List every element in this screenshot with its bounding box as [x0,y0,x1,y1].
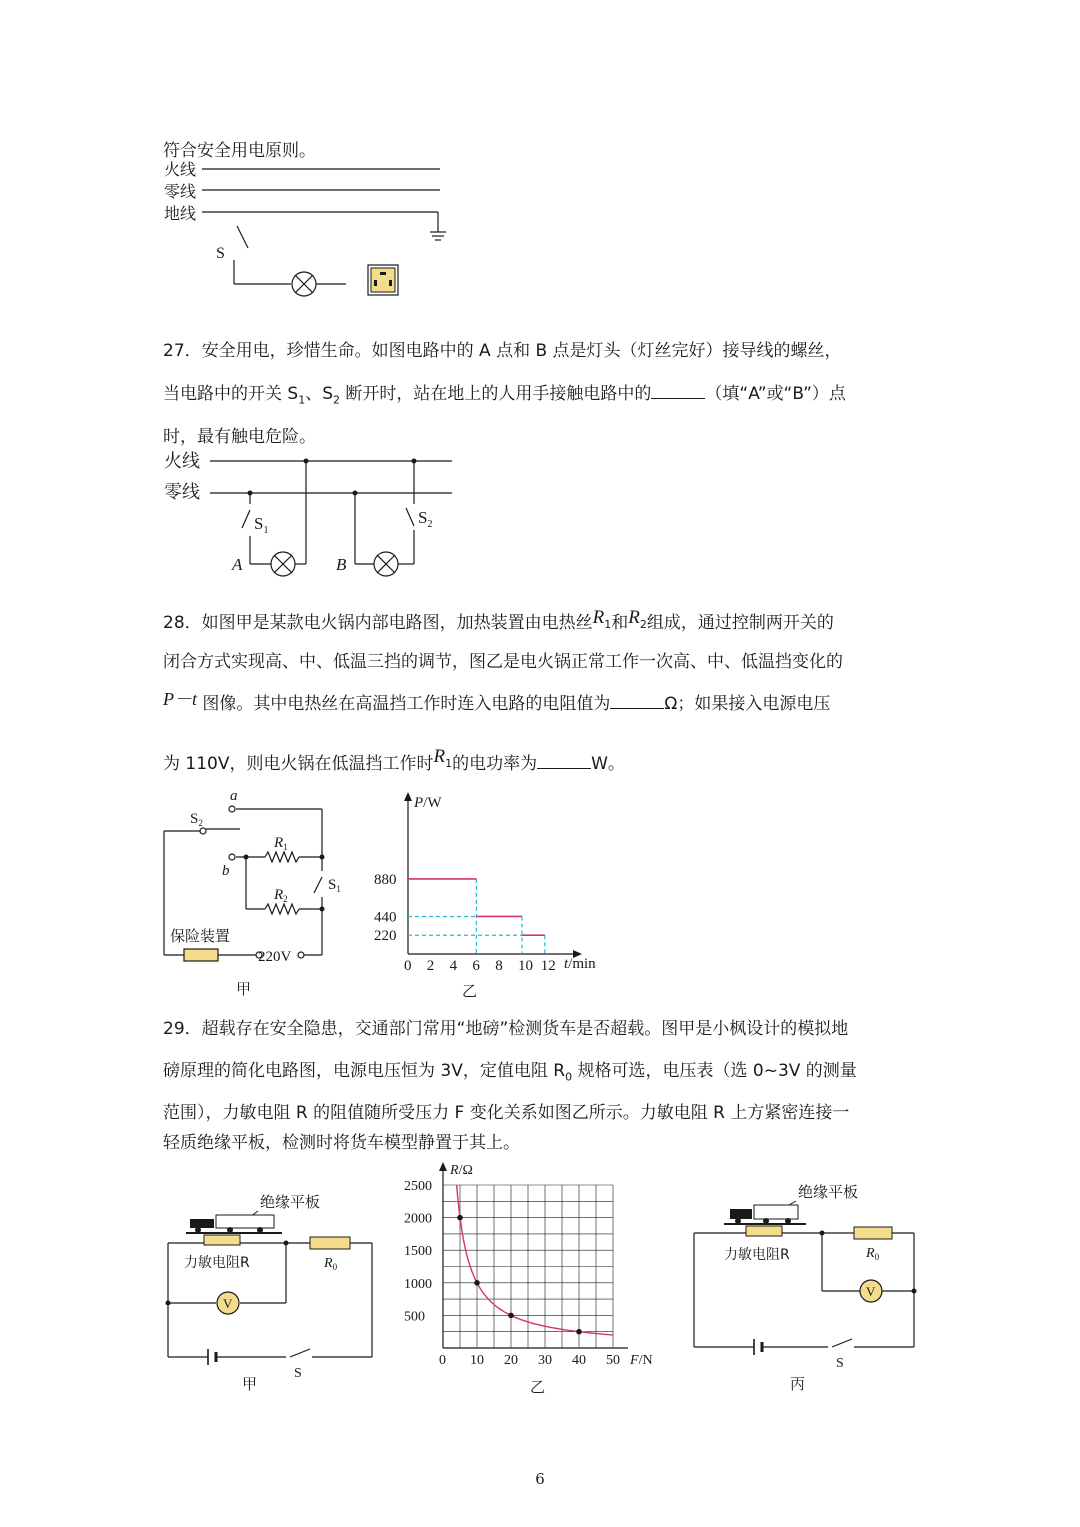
y-tick-label: 220 [374,928,397,945]
force-sensor-icon [204,1235,240,1245]
data-point [457,1215,463,1221]
switch-s2-blade [406,508,414,526]
sensor-label: 力敏电阻R [184,1255,250,1271]
y-tick-label: 2500 [404,1179,432,1194]
q29-line4: 轻质绝缘平板，检测时将货车模型静置于其上。 [163,1133,520,1153]
r0-label: $R_0$ [324,1256,338,1272]
weighbridge-circuit-a [160,1185,380,1395]
q27-circuit-figure [160,446,460,578]
svg-text:V: V [866,1284,876,1299]
r0-resistor-icon [310,1237,350,1249]
terminal-b-label: b [222,863,230,879]
q29-line3: 范围），力敏电阻 R 的阻值随所受压力 F 变化关系如图乙所示。力敏电阻 R 上方紧密连接一 [163,1103,850,1123]
q27-line3: 时，最有触电危险。 [163,427,316,447]
q28-line3: P－t 图像。其中电热丝在高温挡工作时连入电路的电阻值为 Ω；如果接入电源电压 [163,689,831,714]
q27-s1-label: $S_1$ [254,514,269,536]
r1-label: $R_1$ [274,835,288,852]
resistor-r2-icon [265,904,299,914]
resistance-force-chart [398,1160,668,1400]
data-point [576,1329,582,1335]
q27-live-label: 火线 [164,451,200,472]
y-tick-label: 1500 [404,1244,432,1260]
truck-icon [190,1215,274,1233]
x-tick-label: 10 [470,1353,484,1368]
q28-power-blank[interactable] [537,754,591,769]
fig28-left-caption: 甲 [236,980,252,998]
fuse-icon [184,949,218,961]
x-tick-label: 0 [439,1353,446,1368]
data-point [474,1280,480,1286]
fig29-c-caption: 丙 [790,1375,806,1393]
q27-neutral-label: 零线 [164,482,200,503]
switch-blade [290,1349,310,1357]
fuse-label: 保险装置 [170,927,231,945]
y-axis-arrow-icon [439,1162,447,1171]
q29-line2: 磅原理的简化电路图，电源电压恒为 3V，定值电阻 $R_0$ 规格可选，电压表（选 0~3V 的测量 [163,1061,857,1084]
force-sensor-icon [746,1226,782,1236]
x-axis-label: F/N [630,1353,653,1368]
y-axis-label: P/W [414,795,442,811]
q28-line2: 闭合方式实现高、中、低温三挡的调节，图乙是电火锅正常工作一次高、中、低温挡变化的 [163,652,843,672]
data-point [508,1313,514,1319]
sensor-label: 力敏电阻R [724,1247,790,1263]
y-axis-label: R/Ω [450,1163,473,1178]
switch-s1-blade [242,510,250,528]
resistor-r1-icon [265,852,299,862]
truck-icon [730,1205,798,1224]
fig29-b-caption: 乙 [530,1378,546,1396]
s1-label: $S_1$ [328,877,341,894]
x-tick-label: 50 [606,1353,620,1368]
terminal-a-label: a [230,788,238,804]
q27-line2: 当电路中的开关 $S_1$、$S_2$ 断开时，站在地上的人用手接触电路中的 （填“A”或“B”）点 [163,384,846,407]
q27-line1: 27．安全用电，珍惜生命。如图电路中的 A 点和 B 点是灯头（灯丝完好）接导线的螺丝， [163,341,842,361]
switch-label: S [294,1366,302,1381]
household-wiring-figure [160,158,460,303]
y-tick-label: 880 [374,871,397,888]
plate-label: 绝缘平板 [798,1183,859,1201]
y-tick-label: 1000 [404,1276,432,1292]
x-tick-label: 40 [572,1353,586,1368]
x-tick-label: 4 [449,958,458,974]
resistance-curve [457,1185,613,1335]
intro-line: 符合安全用电原则。 [163,141,316,161]
q27-s2-label: $S_2$ [418,508,433,530]
y-tick-label: 440 [374,909,397,926]
fig29-a-caption: 甲 [242,1375,258,1393]
q29-line1: 29．超载存在安全隐患，交通部门常用“地磅”检测货车是否超载。图甲是小枫设计的模拟地 [163,1019,849,1039]
neutral-wire-label: 零线 [164,182,197,201]
point-b-label: B [336,555,347,574]
svg-text:V: V [223,1296,233,1311]
power-time-chart [370,790,610,1002]
switch-blade [237,226,248,248]
y-tick-label: 500 [404,1309,425,1325]
x-axis-label: t/min [564,956,596,972]
x-tick-label: 6 [472,958,480,974]
q28-resistance-blank[interactable] [610,694,664,709]
plate-label: 绝缘平板 [260,1193,321,1211]
live-wire-label: 火线 [164,160,197,179]
point-a-label: A [232,555,243,574]
r0-label: $R_0$ [866,1246,880,1262]
r0-resistor-icon [854,1227,892,1239]
switch-s1-blade [314,877,322,893]
x-tick-label: 10 [518,958,533,974]
x-tick-label: 12 [540,958,556,974]
switch-label: S [216,245,225,262]
weighbridge-circuit-c [688,1175,923,1395]
r2-label: $R_2$ [274,887,288,904]
fig28-right-caption: 乙 [462,982,478,1000]
q28-line1: 28．如图甲是某款电火锅内部电路图，加热装置由电热丝$R_1$和$R_2$组成，通过控制两开关的 [163,607,834,633]
y-axis-arrow-icon [404,792,412,801]
y-tick-label: 2000 [404,1211,432,1227]
s2-label: $S_2$ [190,811,203,828]
page-number: 6 [535,1470,545,1488]
hotpot-circuit-figure [160,785,360,1000]
voltage-label: 220V [258,949,292,965]
x-tick-label: 30 [538,1353,552,1368]
x-tick-label: 0 [404,958,412,974]
q27-answer-blank[interactable] [651,384,705,399]
ground-wire-label: 地线 [164,204,197,223]
x-tick-label: 20 [504,1353,518,1368]
switch-label: S [836,1356,844,1371]
switch-blade [832,1339,852,1347]
x-tick-label: 8 [495,958,503,974]
q28-line4: 为 110V，则电火锅在低温挡工作时$R_1$的电功率为 W。 [163,746,625,774]
x-tick-label: 2 [426,958,435,974]
